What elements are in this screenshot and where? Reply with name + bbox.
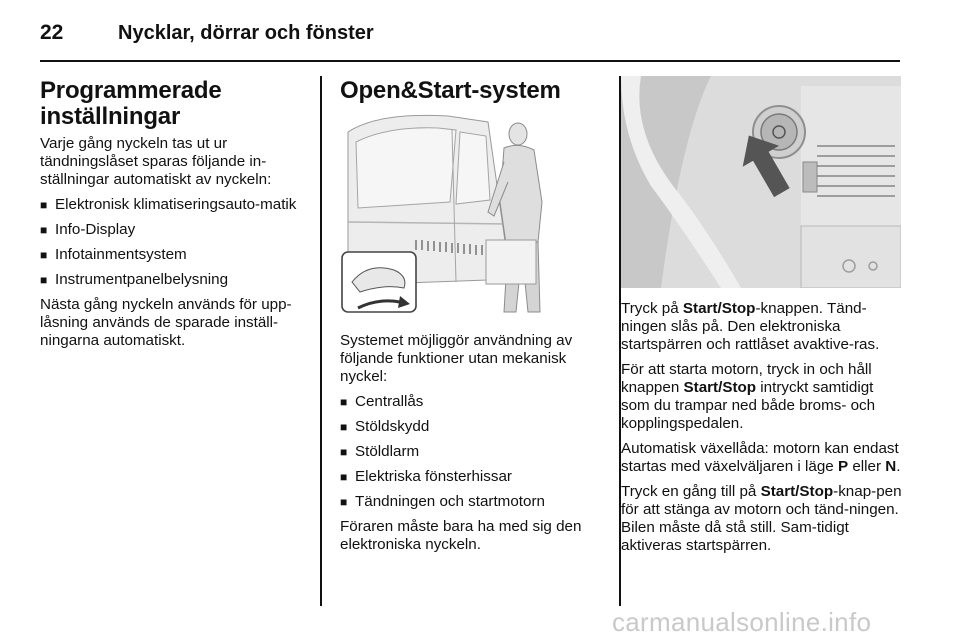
gear-p-label: P — [837, 458, 849, 475]
bullet-icon: ■ — [340, 420, 348, 434]
section-heading-open-start: Open&Start-system — [340, 77, 561, 104]
settings-list — [40, 196, 308, 289]
intro-paragraph: Varje gång nyckeln tas ut ur tändningslåset sparas följande in-ställningar automatiskt av nyckeln: — [40, 135, 272, 188]
list-item: ■ Elektriska fönsterhissar — [340, 468, 512, 485]
page-number: 22 — [40, 21, 64, 44]
list-item: ■ Stöldskydd — [340, 418, 430, 435]
list-item: ■ Stöldlarm — [340, 443, 420, 460]
bullet-icon: ■ — [40, 273, 48, 287]
functions-list — [340, 393, 602, 511]
column-open-start — [340, 77, 602, 553]
car-door-key-illustration — [338, 112, 602, 324]
outro-paragraph: Nästa gång nyckeln används för upp-låsning används de sparade inställ-ningarna automatiskt. — [40, 296, 292, 349]
bullet-icon: ■ — [40, 223, 48, 237]
start-stop-button-illustration — [621, 76, 901, 288]
chapter-title: Nycklar, dörrar och fönster — [118, 21, 374, 44]
paragraph-start-engine: För att starta motorn, tryck in och håll knappen Start/Stop intryckt samtidigt som du trampar ned både broms- och kopplingspedalen. — [621, 361, 876, 432]
list-item: ■ Infotainmentsystem — [40, 246, 187, 263]
list-item: ■ Elektronisk klimatiseringsauto-matik — [40, 196, 297, 213]
list-item: ■ Centrallås — [340, 393, 424, 410]
column-programmed-settings — [40, 78, 308, 357]
start-stop-label: Start/Stop — [682, 300, 756, 317]
bullet-icon: ■ — [40, 248, 48, 262]
start-stop-label: Start/Stop — [760, 483, 834, 500]
bullet-icon: ■ — [340, 395, 348, 409]
section-heading-programmed-settings: Programmerade inställningar — [40, 77, 222, 130]
intro-paragraph: Systemet möjliggör användning av följande funktioner utan mekanisk nyckel: — [340, 332, 573, 385]
header-rule — [40, 60, 900, 62]
list-item: ■ Info-Display — [40, 221, 136, 238]
start-stop-label: Start/Stop — [683, 379, 757, 396]
bullet-icon: ■ — [340, 445, 348, 459]
page-header — [40, 18, 374, 48]
bullet-icon: ■ — [340, 495, 348, 509]
bullet-icon: ■ — [340, 470, 348, 484]
column-divider-left — [320, 76, 322, 606]
outro-paragraph: Föraren måste bara ha med sig den elektroniska nyckeln. — [340, 518, 582, 553]
open-start-text — [340, 332, 602, 561]
list-item: ■ Instrumentpanelbelysning — [40, 271, 229, 288]
paragraph-automatic-gearbox: Automatisk växellåda: motorn kan endast startas med växelväljaren i läge P eller N. — [621, 440, 901, 475]
watermark: carmanualsonline.info — [612, 607, 872, 637]
paragraph-stop-engine: Tryck en gång till på Start/Stop-knap-pen för att stänga av motorn och tänd-ningen. Bilen måste då stå still. Sam-tidigt aktiveras startspärren. — [621, 483, 902, 554]
list-item: ■ Tändningen och startmotorn — [340, 493, 545, 510]
bullet-icon: ■ — [40, 198, 48, 212]
column-start-stop — [621, 300, 903, 562]
paragraph-start-stop-press: Tryck på Start/Stop-knappen. Tänd-ningen slås på. Den elektroniska startspärren och rattlåset avaktive-ras. — [621, 300, 880, 353]
gear-n-label: N — [885, 458, 897, 475]
